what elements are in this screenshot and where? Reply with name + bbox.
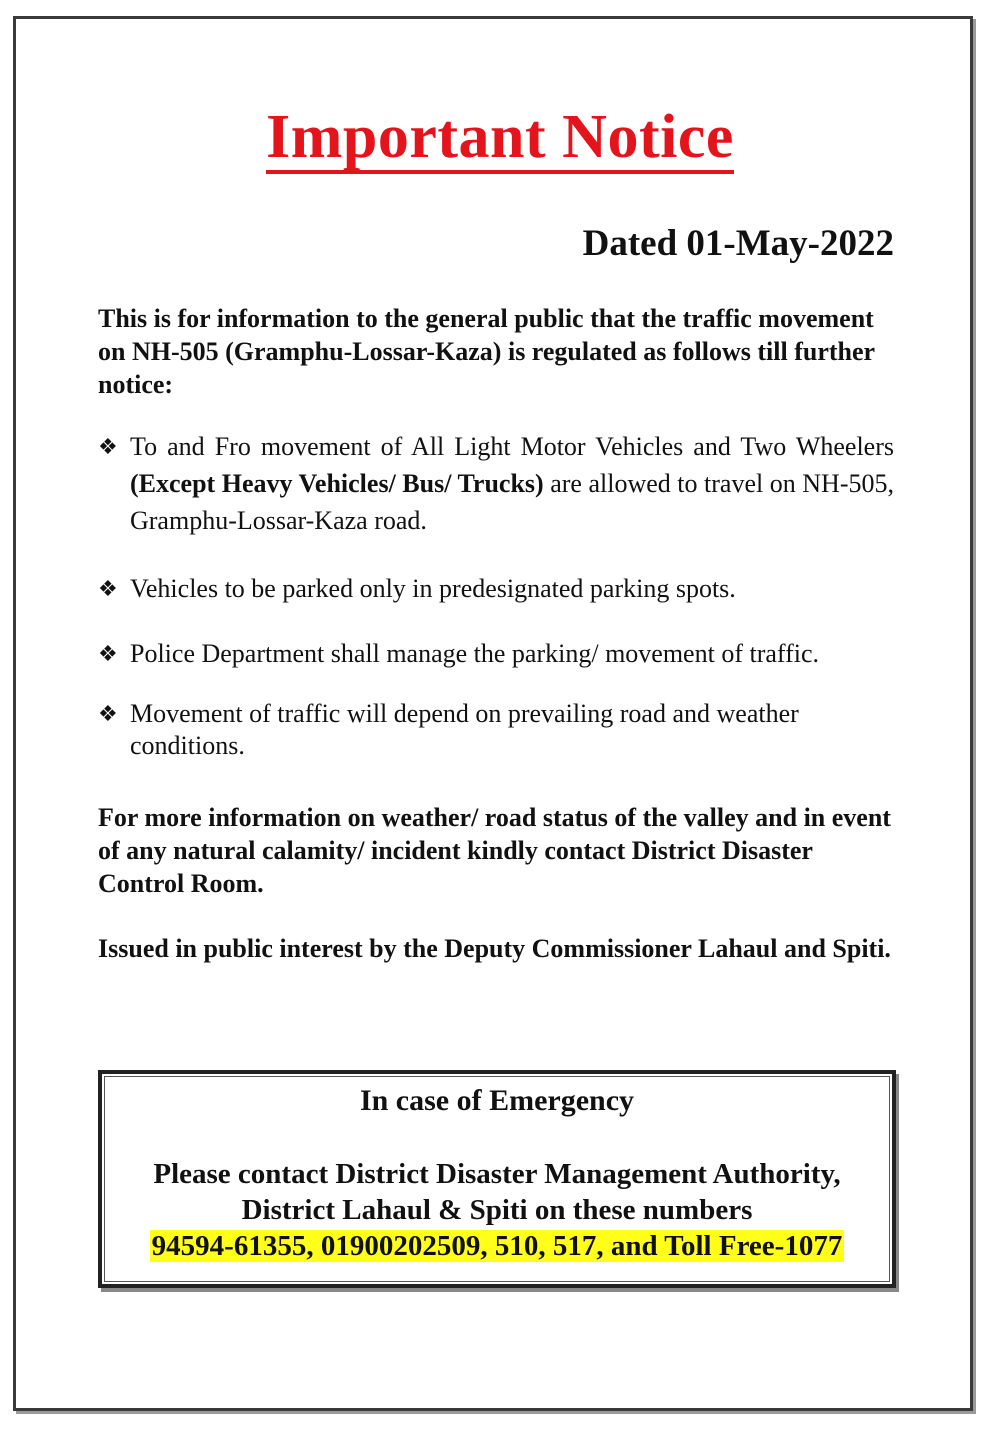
list-item	[98, 428, 894, 539]
bullet-emphasis: (Except Heavy Vehicles/ Bus/ Trucks)	[130, 469, 544, 498]
bullet-text: Movement of traffic will depend on prevailing road and weather conditions.	[130, 699, 799, 760]
notice-date: Dated 01-May-2022	[582, 223, 894, 264]
notice-title-text: Important Notice	[266, 104, 734, 174]
diamond-bullet-icon: ❖	[98, 434, 118, 459]
list-item	[98, 698, 894, 762]
emergency-contact-line: District Lahaul & Spiti on these numbers	[241, 1194, 753, 1226]
bullet-text: Vehicles to be parked only in predesignated parking spots.	[130, 574, 736, 603]
more-info-paragraph: For more information on weather/ road status of the valley and in event of any natural calamity/ incident kindly contact District Disaster Control Room.	[98, 803, 891, 898]
diamond-bullet-icon: ❖	[98, 641, 118, 666]
list-item	[98, 570, 894, 607]
emergency-heading: In case of Emergency	[359, 1084, 635, 1117]
bullet-text: Police Department shall manage the parking/ movement of traffic.	[130, 639, 820, 668]
intro-paragraph: This is for information to the general public that the traffic movement on NH-505 (Gramphu-Lossar-Kaza) is regulated as follows till further notice:	[98, 304, 875, 399]
diamond-bullet-icon: ❖	[98, 701, 118, 726]
emergency-numbers	[102, 1230, 892, 1263]
bullet-text: are allowed to travel on NH-505, Gramphu-Lossar-Kaza road.	[130, 469, 894, 535]
list-item	[98, 635, 894, 672]
diamond-bullet-icon: ❖	[98, 576, 118, 601]
bullet-text: To and Fro movement of All Light Motor Vehicles and Two Wheelers	[130, 432, 894, 461]
issued-by-paragraph: Issued in public interest by the Deputy Commissioner Lahaul and Spiti.	[98, 934, 891, 963]
emergency-contact-box	[98, 1070, 896, 1288]
notice-title	[0, 104, 1000, 174]
regulation-list	[98, 428, 894, 762]
highlighted-phone-numbers: 94594-61355, 01900202509, 510, 517, and Toll Free-1077	[151, 1230, 843, 1262]
emergency-contact-line: Please contact District Disaster Management Authority,	[153, 1158, 841, 1190]
